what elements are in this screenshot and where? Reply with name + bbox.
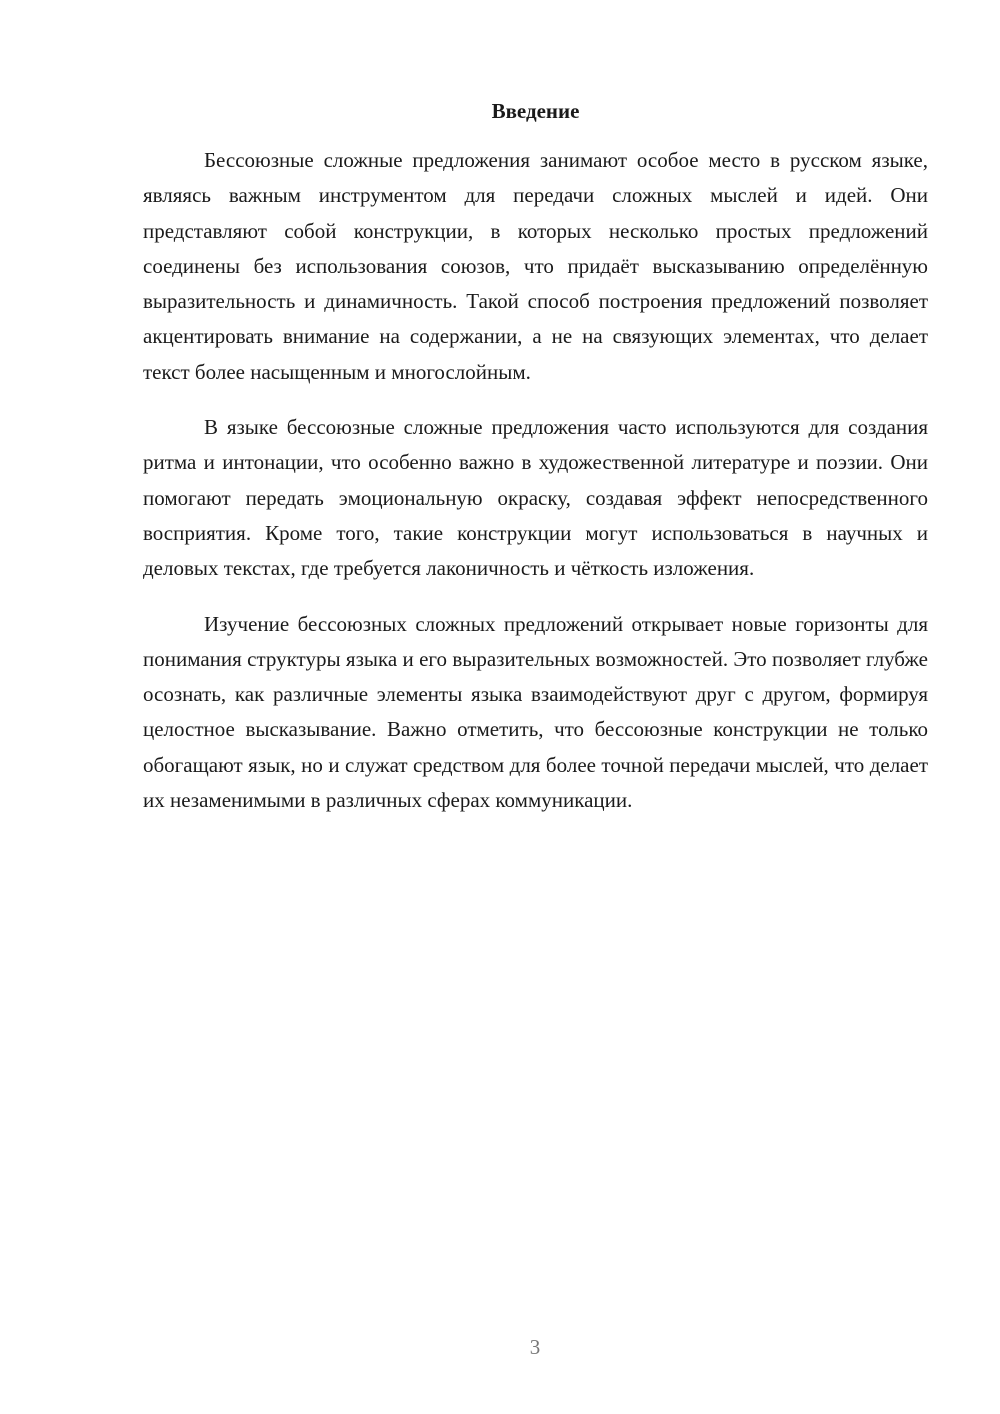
page-number: 3 [529, 1335, 541, 1359]
paragraph-3: Изучение бессоюзных сложных предложений открывает новые горизонты для понимания структуры языка и его выразительных возможностей. Это позволяет глубже осознать, как различные элементы языка взаимодействуют друг с другом, формируя целостное высказывание. Важно отметить, что бессоюзные конструкции не только обогащают язык, но и служат средством для более точной передачи мыслей, что делает их незаменимыми в различных сферах коммуникации. [143, 611, 928, 813]
paragraph-1: Бессоюзные сложные предложения занимают особое место в русском языке, являясь важным инструментом для передачи сложных мыслей и идей. Они представляют собой конструкции, в которых несколько простых предложений соединены без использования союзов, что придаёт высказыванию определённую выразительность и динамичность. Такой способ построения предложений позволяет акцентировать внимание на содержании, а не на связующих элементах, что делает текст более насыщенным и многослойным. [143, 148, 928, 384]
paragraph-2: В языке бессоюзные сложные предложения часто используются для создания ритма и интонации, что особенно важно в художественной литературе и поэзии. Они помогают передать эмоциональную окраску, создавая эффект непосредственного восприятия. Кроме того, такие конструкции могут использоваться в научных и деловых текстах, где требуется лаконичность и чёткость изложения. [143, 415, 928, 581]
section-heading: Введение [491, 99, 580, 123]
document-body [143, 143, 928, 838]
